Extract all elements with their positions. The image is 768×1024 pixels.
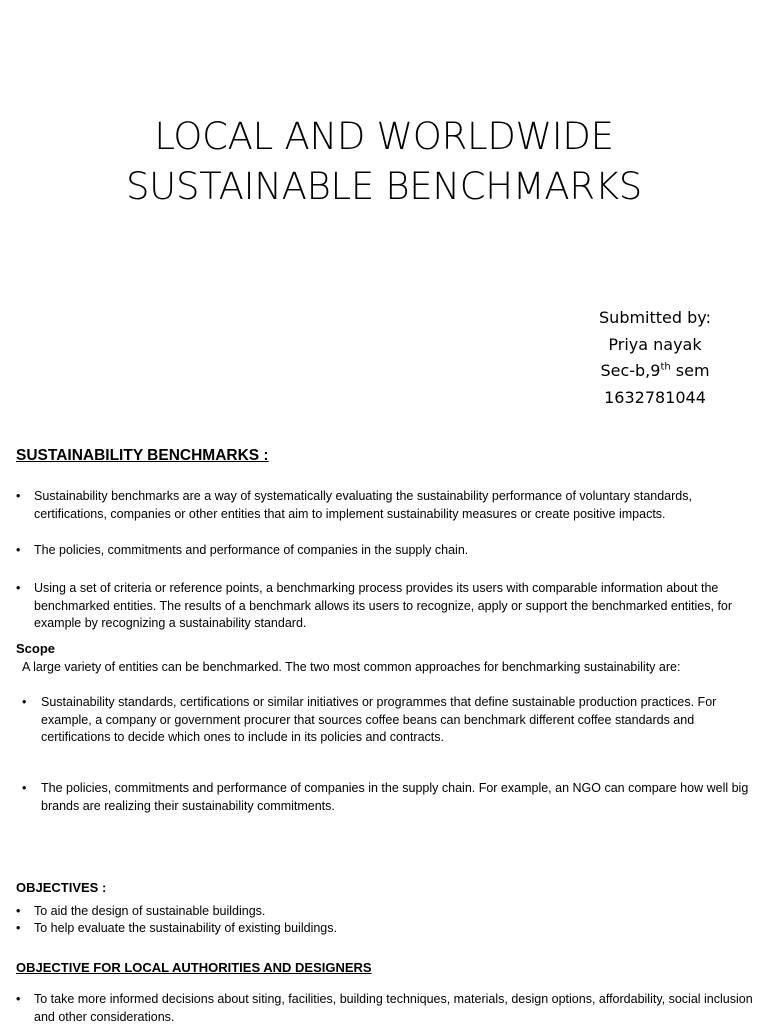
list-item-text: To take more informed decisions about siting, facilities, building techniques, materials, design options, affordability, social inclusion and other considerations. — [34, 992, 753, 1024]
bullet-mark: • — [16, 581, 21, 595]
list-item — [16, 991, 756, 1024]
page-title — [0, 112, 768, 212]
title-line-2: SUSTAINABLE BENCHMARKS — [125, 165, 642, 208]
section-superscript: th — [660, 361, 671, 373]
submitted-label: Submitted by: — [599, 308, 711, 327]
objectives-heading: OBJECTIVES : — [16, 880, 107, 895]
list-item — [16, 542, 751, 560]
bullet-mark: • — [22, 781, 27, 795]
list-item — [22, 694, 760, 747]
list-item-text: Using a set of criteria or reference points, a benchmarking process provides its users with comparable information about the benchmarked entities. The results of a benchmark allows its users to recognize, apply or support the benchmarked entities, for example by recognizing a sustainability standard. — [34, 581, 733, 630]
section-text: Sec-b,9 — [600, 361, 661, 380]
list-item-text: Sustainability standards, certifications or similar initiatives or programmes that define sustainable production practices. For example, a company or government procurer that sources coffee beans can benchmark different coffee standards and certifications to decide which ones to include in its policies and contracts. — [41, 695, 717, 744]
bullet-mark: • — [16, 904, 21, 918]
list-item-text: Sustainability benchmarks are a way of systematically evaluating the sustainability performance of voluntary standards, certifications, companies or other entities that aim to implement sustainability measures or create positive impacts. — [34, 489, 692, 521]
id-number: 1632781044 — [604, 387, 706, 407]
scope-heading: Scope — [16, 641, 56, 656]
list-item-text: To aid the design of sustainable buildings. — [34, 904, 266, 918]
list-item — [16, 488, 751, 523]
submission-info — [570, 305, 740, 411]
list-item — [16, 903, 751, 921]
bullet-mark: • — [16, 543, 21, 557]
section-heading-benchmarks: SUSTAINABILITY BENCHMARKS : — [16, 447, 269, 464]
bullet-mark: • — [16, 992, 21, 1006]
bullet-mark: • — [22, 695, 27, 709]
list-item-text: To help evaluate the sustainability of existing buildings. — [34, 921, 337, 935]
section-info — [570, 358, 740, 385]
local-objectives-heading: OBJECTIVE FOR LOCAL AUTHORITIES AND DESIGNERS — [16, 960, 372, 975]
bullet-mark: • — [16, 921, 21, 935]
list-item — [16, 920, 751, 938]
list-item-text: The policies, commitments and performance of companies in the supply chain. — [34, 543, 469, 557]
scope-intro: A large variety of entities can be benchmarked. The two most common approaches for benchmarking sustainability are: — [22, 660, 681, 674]
author-name: Priya nayak — [608, 334, 702, 354]
title-line-1: LOCAL AND WORLDWIDE — [154, 115, 614, 158]
bullet-mark: • — [16, 489, 21, 503]
list-item — [22, 780, 760, 815]
section-suffix: sem — [670, 361, 710, 380]
list-item — [16, 580, 751, 633]
list-item-text: The policies, commitments and performance of companies in the supply chain. For example, an NGO can compare how well big brands are realizing their sustainability commitments. — [41, 781, 749, 813]
